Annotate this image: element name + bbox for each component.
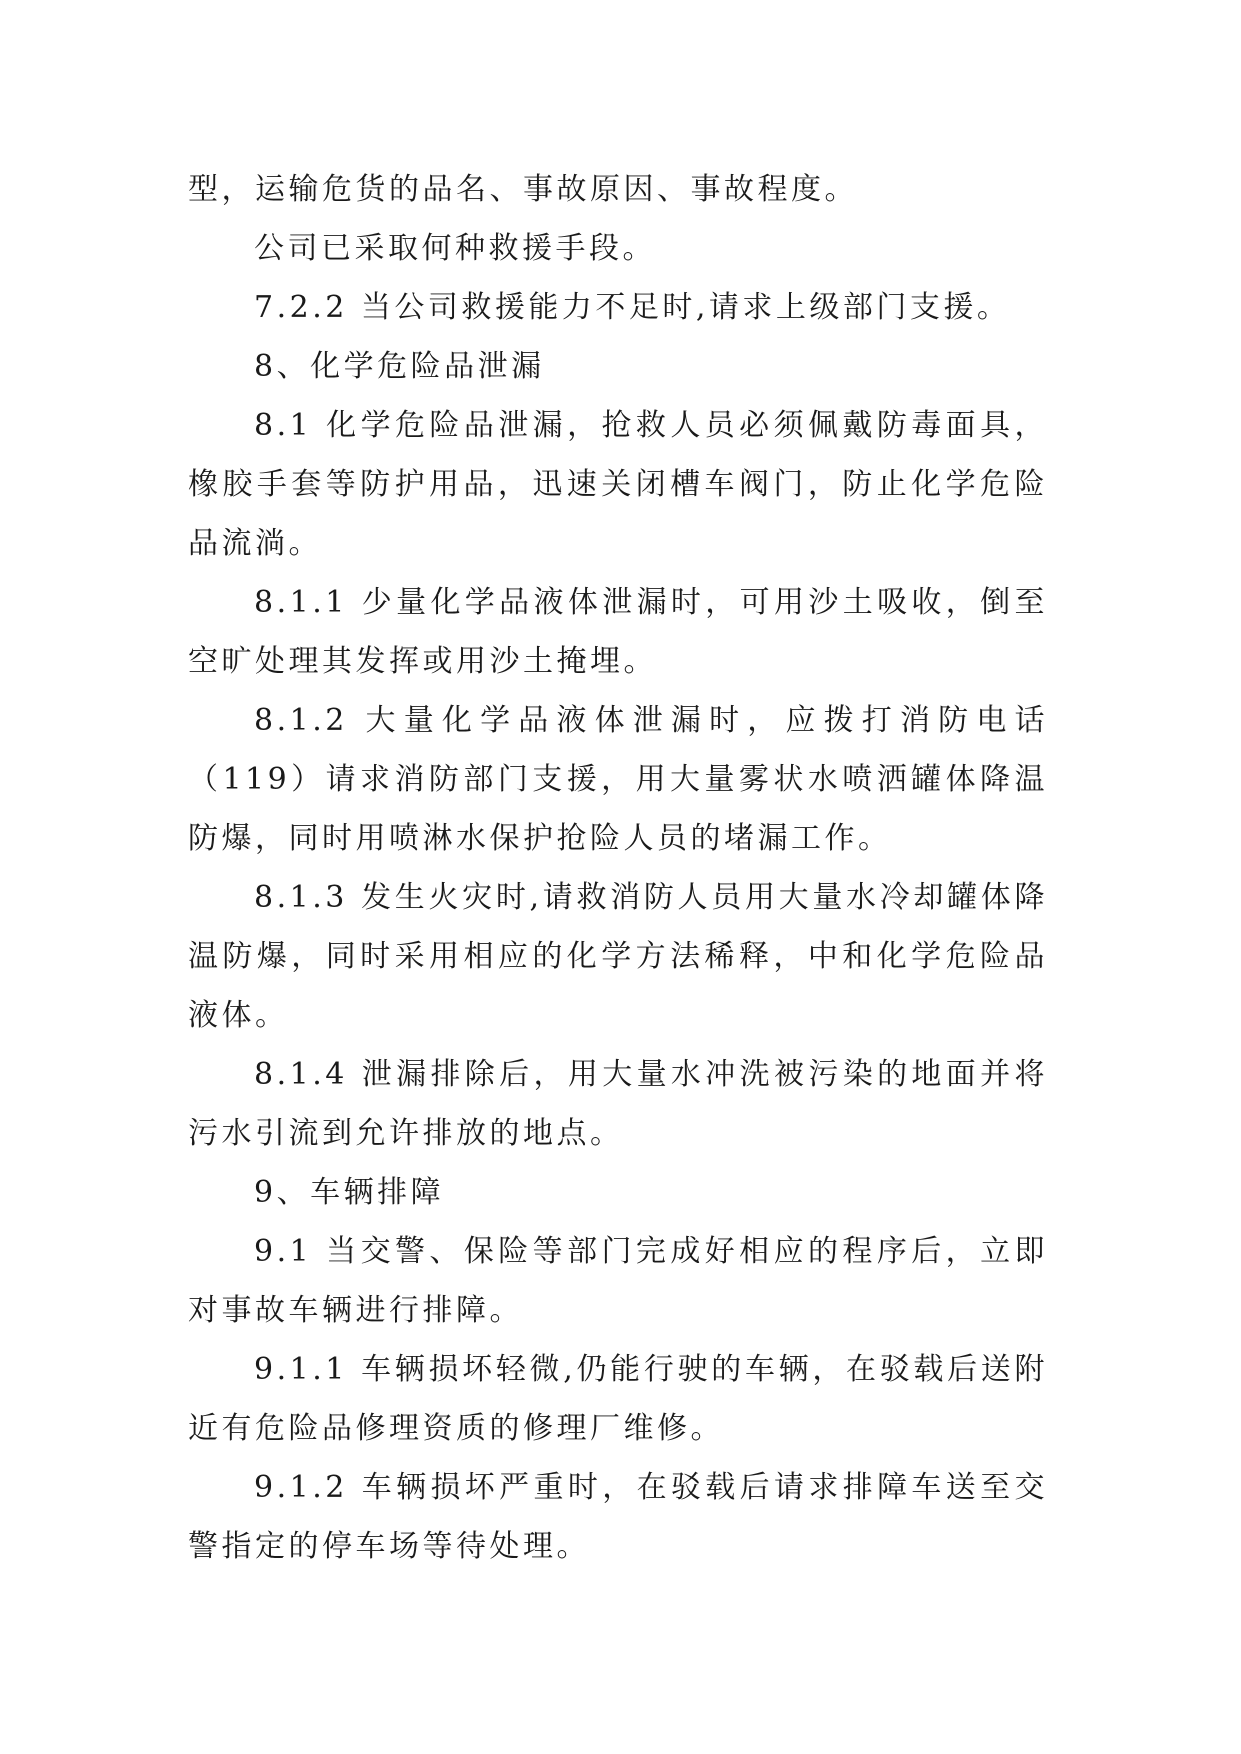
paragraph-8-1: 8.1 化学危险品泄漏，抢救人员必须佩戴防毒面具，橡胶手套等防护用品，迅速关闭槽车阀门，防止化学危险品流淌。 (188, 408, 1048, 561)
section-heading-8: 8、化学危险品泄漏 (254, 349, 545, 384)
paragraph-8-1-3: 8.1.3 发生火灾时,请救消防人员用大量水冷却罐体降温防爆，同时采用相应的化学方法稀释，中和化学危险品液体。 (188, 880, 1048, 1033)
paragraph-8-1-4: 8.1.4 泄漏排除后，用大量水冲洗被污染的地面并将污水引流到允许排放的地点。 (188, 1057, 1048, 1151)
paragraph-rescue-means: 公司已采取何种救援手段。 (254, 231, 656, 266)
paragraph-8-1-1: 8.1.1 少量化学品液体泄漏时，可用沙土吸收，倒至空旷处理其发挥或用沙土掩埋。 (188, 585, 1048, 679)
paragraph-9-1-2: 9.1.2 车辆损坏严重时，在驳载后请求排障车送至交警指定的停车场等待处理。 (188, 1470, 1048, 1564)
section-heading-9: 9、车辆排障 (254, 1175, 445, 1210)
paragraph-9-1: 9.1 当交警、保险等部门完成好相应的程序后，立即对事故车辆进行排障。 (188, 1234, 1048, 1328)
paragraph-7-2-2: 7.2.2 当公司救援能力不足时,请求上级部门支援。 (254, 290, 1011, 325)
paragraph-8-1-2: 8.1.2 大量化学品液体泄漏时，应拨打消防电话（119）请求消防部门支援，用大量雾状水喷洒罐体降温防爆，同时用喷淋水保护抢险人员的堵漏工作。 (188, 703, 1048, 856)
paragraph-accident-summary-tail: 型，运输危货的品名、事故原因、事故程度。 (188, 172, 858, 207)
document-page (188, 160, 1048, 1576)
paragraph-9-1-1: 9.1.1 车辆损坏轻微,仍能行驶的车辆，在驳载后送附近有危险品修理资质的修理厂维修。 (188, 1352, 1048, 1446)
